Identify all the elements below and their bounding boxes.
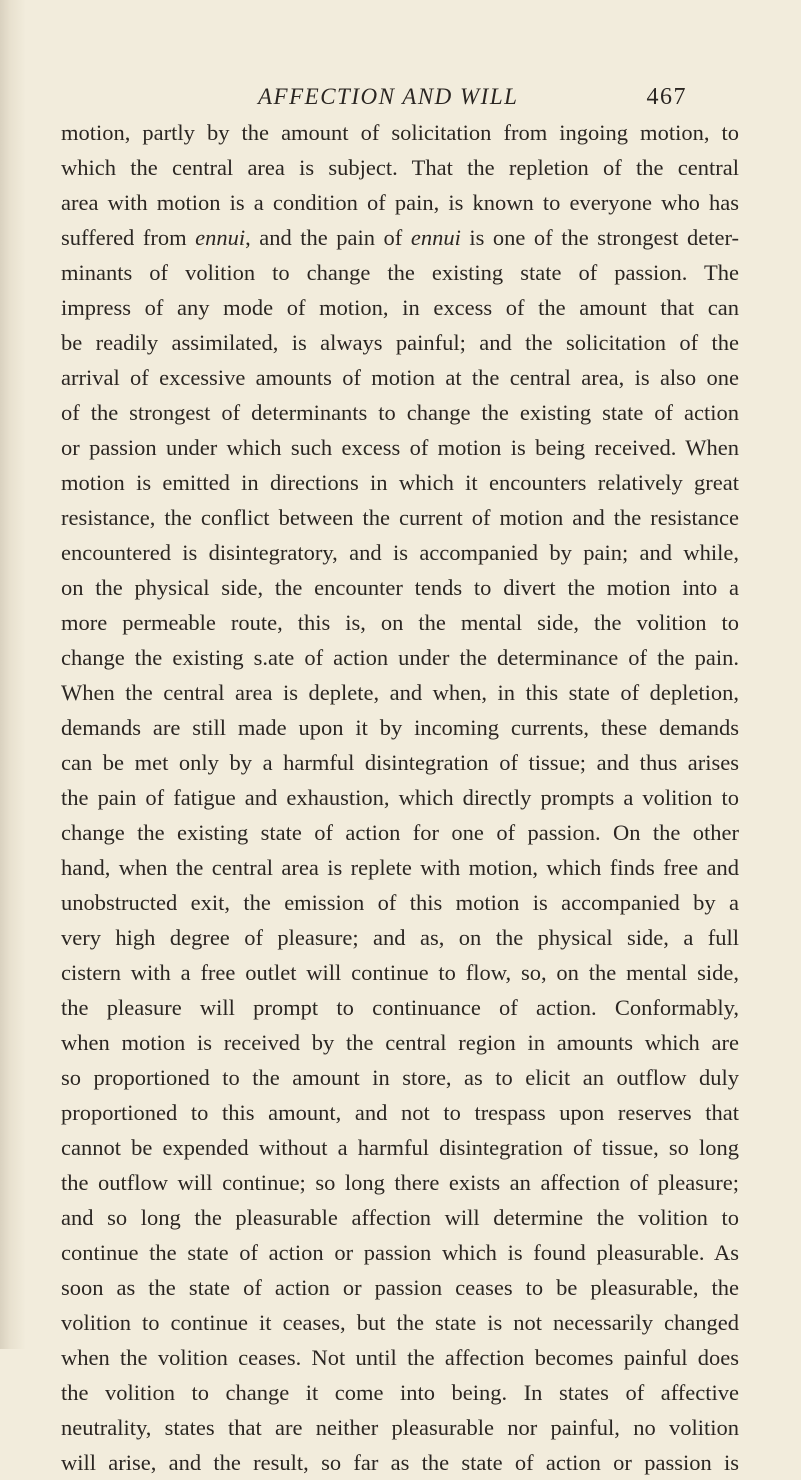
- text-line: demands are still made upon it by incoming currents, these demands: [61, 715, 739, 740]
- text-line: neutrality, states that are neither pleasurable nor painful, no volition: [61, 1415, 739, 1440]
- italic-term: ennui: [195, 225, 246, 250]
- text-segment: , and the pain of: [245, 225, 411, 250]
- text-line: and so long the pleasurable affection will determine the volition to: [61, 1205, 739, 1230]
- text-line: be readily assimilated, is always painful; and the solicitation of the: [61, 330, 739, 355]
- running-head: [258, 84, 687, 116]
- text-line: hand, when the central area is replete with motion, which finds free and: [61, 855, 739, 880]
- text-line: impress of any mode of motion, in excess of the amount that can: [61, 295, 739, 320]
- text-line: will arise, and the result, so far as the state of action or passion is: [61, 1450, 739, 1475]
- text-line: resistance, the conflict between the current of motion and the resistance: [61, 505, 739, 530]
- text-line: can be met only by a harmful disintegration of tissue; and thus arises: [61, 750, 739, 775]
- text-line: area with motion is a condition of pain, is known to everyone who has: [61, 190, 739, 215]
- running-title: AFFECTION AND WILL: [258, 84, 519, 109]
- page-number: 467: [646, 84, 687, 110]
- text-segment: suffered from: [61, 225, 196, 250]
- text-line: motion is emitted in directions in which it encounters relatively great: [61, 470, 739, 495]
- text-line: which the central area is subject. That the repletion of the central: [61, 155, 739, 180]
- text-line: or passion under which such excess of motion is being received. When: [61, 435, 739, 460]
- text-line: very high degree of pleasure; and as, on the physical side, a full: [61, 925, 739, 950]
- text-line: When the central area is deplete, and when, in this state of depletion,: [61, 680, 739, 705]
- text-line: cannot be expended without a harmful disintegration of tissue, so long: [61, 1135, 739, 1160]
- text-line: minants of volition to change the existing state of passion. The: [61, 260, 739, 285]
- text-line: cistern with a free outlet will continue to flow, so, on the mental side,: [61, 960, 739, 985]
- text-line: the volition to change it come into being. In states of affective: [61, 1380, 739, 1405]
- text-line: the pain of fatigue and exhaustion, which directly prompts a volition to: [61, 785, 739, 810]
- text-segment: is one of the strongest deter-: [460, 225, 739, 250]
- text-line: arrival of excessive amounts of motion at the central area, is also one: [61, 365, 739, 390]
- text-line: of the strongest of determinants to change the existing state of action: [61, 400, 739, 425]
- text-line: motion, partly by the amount of solicitation from ingoing motion, to: [61, 120, 739, 145]
- text-line: when the volition ceases. Not until the affection becomes painful does: [61, 1345, 739, 1370]
- text-line: [61, 220, 739, 255]
- text-line: when motion is received by the central region in amounts which are: [61, 1030, 739, 1055]
- text-line: encountered is disintegratory, and is accompanied by pain; and while,: [61, 540, 739, 565]
- text-line: soon as the state of action or passion ceases to be pleasurable, the: [61, 1275, 739, 1300]
- body-text: [61, 115, 739, 1480]
- italic-term: ennui: [410, 225, 461, 250]
- text-line: continue the state of action or passion which is found pleasurable. As: [61, 1240, 739, 1265]
- text-line: change the existing state of action for one of passion. On the other: [61, 820, 739, 845]
- text-line: the pleasure will prompt to continuance of action. Conformably,: [61, 995, 739, 1020]
- text-line: change the existing s.ate of action under the determinance of the pain.: [61, 645, 739, 670]
- text-line: proportioned to this amount, and not to trespass upon reserves that: [61, 1100, 739, 1125]
- text-line: the outflow will continue; so long there exists an affection of pleasure;: [61, 1170, 739, 1195]
- text-line: volition to continue it ceases, but the state is not necessarily changed: [61, 1310, 739, 1335]
- text-line: so proportioned to the amount in store, as to elicit an outflow duly: [61, 1065, 739, 1090]
- text-line: on the physical side, the encounter tends to divert the motion into a: [61, 575, 739, 600]
- text-line: more permeable route, this is, on the mental side, the volition to: [61, 610, 739, 635]
- text-line: unobstructed exit, the emission of this motion is accompanied by a: [61, 890, 739, 915]
